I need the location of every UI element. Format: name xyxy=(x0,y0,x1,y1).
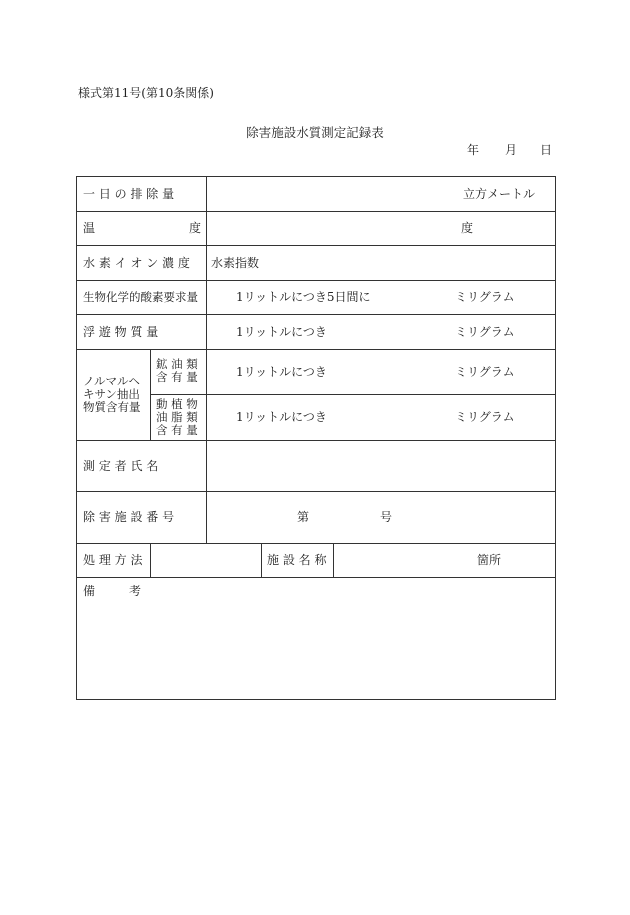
temperature-label-b: 度 xyxy=(189,221,202,235)
ph-label: 水 素 イ オ ン 濃 度 xyxy=(83,256,190,270)
remarks-label-b: 考 xyxy=(129,584,142,598)
ss-unit: ミリグラム xyxy=(455,325,515,339)
temperature-label-a: 温 xyxy=(83,221,96,235)
facility-number-suffix: 号 xyxy=(380,510,393,524)
temperature-unit: 度 xyxy=(461,221,474,235)
bod-unit: ミリグラム xyxy=(455,290,515,304)
animal-plant-oil-value: 1リットルにつき xyxy=(236,410,327,424)
date-year-label: 年 xyxy=(467,143,480,157)
facility-name-label: 施 設 名 称 xyxy=(267,553,327,567)
discharge-unit: 立方メートル xyxy=(463,187,536,201)
facility-number-prefix: 第 xyxy=(297,510,310,524)
animal-plant-oil-label: 動 植 物 油 脂 類 含 有 量 xyxy=(156,397,198,437)
ph-value: 水素指数 xyxy=(211,256,260,270)
document-title: 除害施設水質測定記録表 xyxy=(246,125,384,140)
record-table xyxy=(76,176,556,700)
remarks-label-a: 備 xyxy=(83,584,96,598)
nhex-label: ノルマルヘ キサン抽出 物質含有量 xyxy=(83,374,141,414)
mineral-oil-value: 1リットルにつき xyxy=(236,365,327,379)
bod-label: 生物化学的酸素要求量 xyxy=(83,290,198,304)
date-month-label: 月 xyxy=(505,143,518,157)
form-number: 様式第11号(第10条関係) xyxy=(78,86,214,100)
method-label: 処 理 方 法 xyxy=(83,553,143,567)
measurer-label: 測 定 者 氏 名 xyxy=(83,459,159,473)
facility-count-unit: 箇所 xyxy=(477,553,502,567)
ss-label: 浮 遊 物 質 量 xyxy=(83,325,159,339)
date-day-label: 日 xyxy=(540,143,553,157)
animal-plant-oil-unit: ミリグラム xyxy=(455,410,515,424)
ss-value: 1リットルにつき xyxy=(236,325,327,339)
mineral-oil-unit: ミリグラム xyxy=(455,365,515,379)
mineral-oil-label: 鉱 油 類 含 有 量 xyxy=(156,357,198,384)
facility-number-label: 除 害 施 設 番 号 xyxy=(83,510,175,524)
bod-value: 1リットルにつき5日間に xyxy=(236,290,371,304)
discharge-label: 一 日 の 排 除 量 xyxy=(83,187,175,201)
